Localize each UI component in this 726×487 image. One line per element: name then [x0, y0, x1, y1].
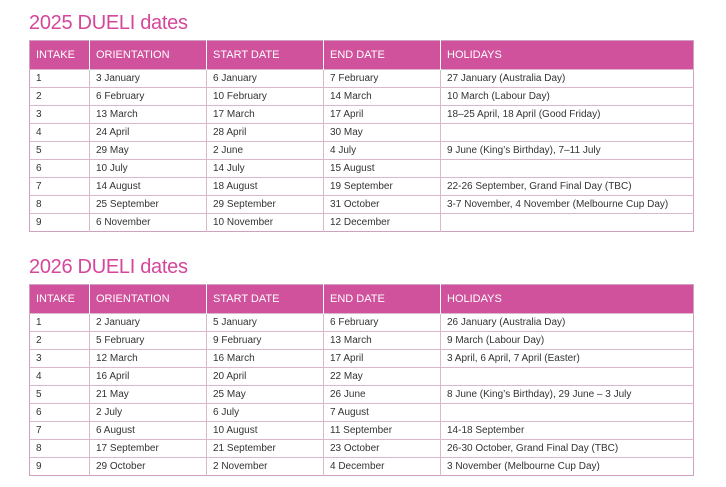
orientation-cell: 5 February: [90, 332, 207, 350]
table-row: [30, 70, 694, 88]
start-date-cell: 10 February: [207, 88, 324, 106]
orientation-cell: 29 October: [90, 458, 207, 476]
table-row: [30, 332, 694, 350]
table-row: [30, 458, 694, 476]
orientation-cell: 6 November: [90, 214, 207, 232]
holidays-cell: [441, 404, 694, 422]
table-row: [30, 350, 694, 368]
column-header-holidays: HOLIDAYS: [441, 41, 694, 70]
orientation-cell: 2 July: [90, 404, 207, 422]
holidays-cell: 22-26 September, Grand Final Day (TBC): [441, 178, 694, 196]
table-row: [30, 88, 694, 106]
end-date-cell: 7 August: [324, 404, 441, 422]
dates-section-2026: [29, 252, 693, 476]
end-date-cell: 7 February: [324, 70, 441, 88]
start-date-cell: 18 August: [207, 178, 324, 196]
intake-cell: 2: [30, 88, 90, 106]
holidays-cell: [441, 214, 694, 232]
orientation-cell: 3 January: [90, 70, 207, 88]
intake-cell: 3: [30, 106, 90, 124]
column-header-intake: INTAKE: [30, 41, 90, 70]
intake-cell: 3: [30, 350, 90, 368]
start-date-cell: 2 June: [207, 142, 324, 160]
table-row: [30, 422, 694, 440]
table-row: [30, 314, 694, 332]
end-date-cell: 4 December: [324, 458, 441, 476]
end-date-cell: 11 September: [324, 422, 441, 440]
end-date-cell: 30 May: [324, 124, 441, 142]
end-date-cell: 31 October: [324, 196, 441, 214]
start-date-cell: 29 September: [207, 196, 324, 214]
intake-cell: 8: [30, 440, 90, 458]
table-row: [30, 124, 694, 142]
orientation-cell: 13 March: [90, 106, 207, 124]
orientation-cell: 12 March: [90, 350, 207, 368]
holidays-cell: 26 January (Australia Day): [441, 314, 694, 332]
holidays-cell: 3 April, 6 April, 7 April (Easter): [441, 350, 694, 368]
intake-cell: 5: [30, 386, 90, 404]
column-header-start-date: START DATE: [207, 285, 324, 314]
orientation-cell: 17 September: [90, 440, 207, 458]
orientation-cell: 14 August: [90, 178, 207, 196]
intake-cell: 9: [30, 458, 90, 476]
holidays-cell: 18–25 April, 18 April (Good Friday): [441, 106, 694, 124]
end-date-cell: 6 February: [324, 314, 441, 332]
holidays-cell: 8 June (King’s Birthday), 29 June – 3 July: [441, 386, 694, 404]
table-row: [30, 368, 694, 386]
table-row: [30, 178, 694, 196]
table-row: [30, 160, 694, 178]
column-header-end-date: END DATE: [324, 41, 441, 70]
column-header-start-date: START DATE: [207, 41, 324, 70]
end-date-cell: 4 July: [324, 142, 441, 160]
end-date-cell: 17 April: [324, 106, 441, 124]
holidays-cell: 26-30 October, Grand Final Day (TBC): [441, 440, 694, 458]
column-header-orientation: ORIENTATION: [90, 41, 207, 70]
intake-cell: 4: [30, 124, 90, 142]
holidays-cell: 9 June (King’s Birthday), 7–11 July: [441, 142, 694, 160]
section-title: 2026 DUELI dates: [29, 256, 188, 278]
column-header-end-date: END DATE: [324, 285, 441, 314]
orientation-cell: 16 April: [90, 368, 207, 386]
start-date-cell: 2 November: [207, 458, 324, 476]
holidays-cell: [441, 368, 694, 386]
table-row: [30, 214, 694, 232]
intake-cell: 2: [30, 332, 90, 350]
orientation-cell: 6 February: [90, 88, 207, 106]
holidays-cell: 14-18 September: [441, 422, 694, 440]
table-row: [30, 196, 694, 214]
end-date-cell: 19 September: [324, 178, 441, 196]
orientation-cell: 6 August: [90, 422, 207, 440]
holidays-cell: 10 March (Labour Day): [441, 88, 694, 106]
end-date-cell: 22 May: [324, 368, 441, 386]
start-date-cell: 6 January: [207, 70, 324, 88]
orientation-cell: 25 September: [90, 196, 207, 214]
orientation-cell: 2 January: [90, 314, 207, 332]
intake-cell: 7: [30, 178, 90, 196]
end-date-cell: 26 June: [324, 386, 441, 404]
orientation-cell: 29 May: [90, 142, 207, 160]
holidays-cell: 3-7 November, 4 November (Melbourne Cup Day): [441, 196, 694, 214]
intake-cell: 5: [30, 142, 90, 160]
intake-cell: 7: [30, 422, 90, 440]
start-date-cell: 6 July: [207, 404, 324, 422]
table-row: [30, 386, 694, 404]
holidays-cell: 9 March (Labour Day): [441, 332, 694, 350]
column-header-orientation: ORIENTATION: [90, 285, 207, 314]
start-date-cell: 10 August: [207, 422, 324, 440]
end-date-cell: 23 October: [324, 440, 441, 458]
holidays-cell: [441, 124, 694, 142]
intake-cell: 9: [30, 214, 90, 232]
end-date-cell: 17 April: [324, 350, 441, 368]
holidays-cell: 27 January (Australia Day): [441, 70, 694, 88]
column-header-holidays: HOLIDAYS: [441, 285, 694, 314]
holidays-cell: 3 November (Melbourne Cup Day): [441, 458, 694, 476]
start-date-cell: 5 January: [207, 314, 324, 332]
end-date-cell: 12 December: [324, 214, 441, 232]
table-header-row: [30, 41, 694, 70]
dates-section-2025: [29, 8, 693, 232]
end-date-cell: 13 March: [324, 332, 441, 350]
intake-cell: 1: [30, 70, 90, 88]
start-date-cell: 21 September: [207, 440, 324, 458]
start-date-cell: 10 November: [207, 214, 324, 232]
intake-cell: 6: [30, 404, 90, 422]
orientation-cell: 10 July: [90, 160, 207, 178]
intake-cell: 1: [30, 314, 90, 332]
table-row: [30, 142, 694, 160]
end-date-cell: 15 August: [324, 160, 441, 178]
end-date-cell: 14 March: [324, 88, 441, 106]
dates-table: [29, 284, 694, 476]
start-date-cell: 20 April: [207, 368, 324, 386]
intake-cell: 4: [30, 368, 90, 386]
table-row: [30, 404, 694, 422]
section-title: 2025 DUELI dates: [29, 12, 188, 34]
start-date-cell: 9 February: [207, 332, 324, 350]
orientation-cell: 24 April: [90, 124, 207, 142]
start-date-cell: 25 May: [207, 386, 324, 404]
column-header-intake: INTAKE: [30, 285, 90, 314]
orientation-cell: 21 May: [90, 386, 207, 404]
start-date-cell: 17 March: [207, 106, 324, 124]
holidays-cell: [441, 160, 694, 178]
table-row: [30, 106, 694, 124]
table-header-row: [30, 285, 694, 314]
start-date-cell: 14 July: [207, 160, 324, 178]
start-date-cell: 16 March: [207, 350, 324, 368]
intake-cell: 6: [30, 160, 90, 178]
start-date-cell: 28 April: [207, 124, 324, 142]
table-row: [30, 440, 694, 458]
intake-cell: 8: [30, 196, 90, 214]
dates-table: [29, 40, 694, 232]
